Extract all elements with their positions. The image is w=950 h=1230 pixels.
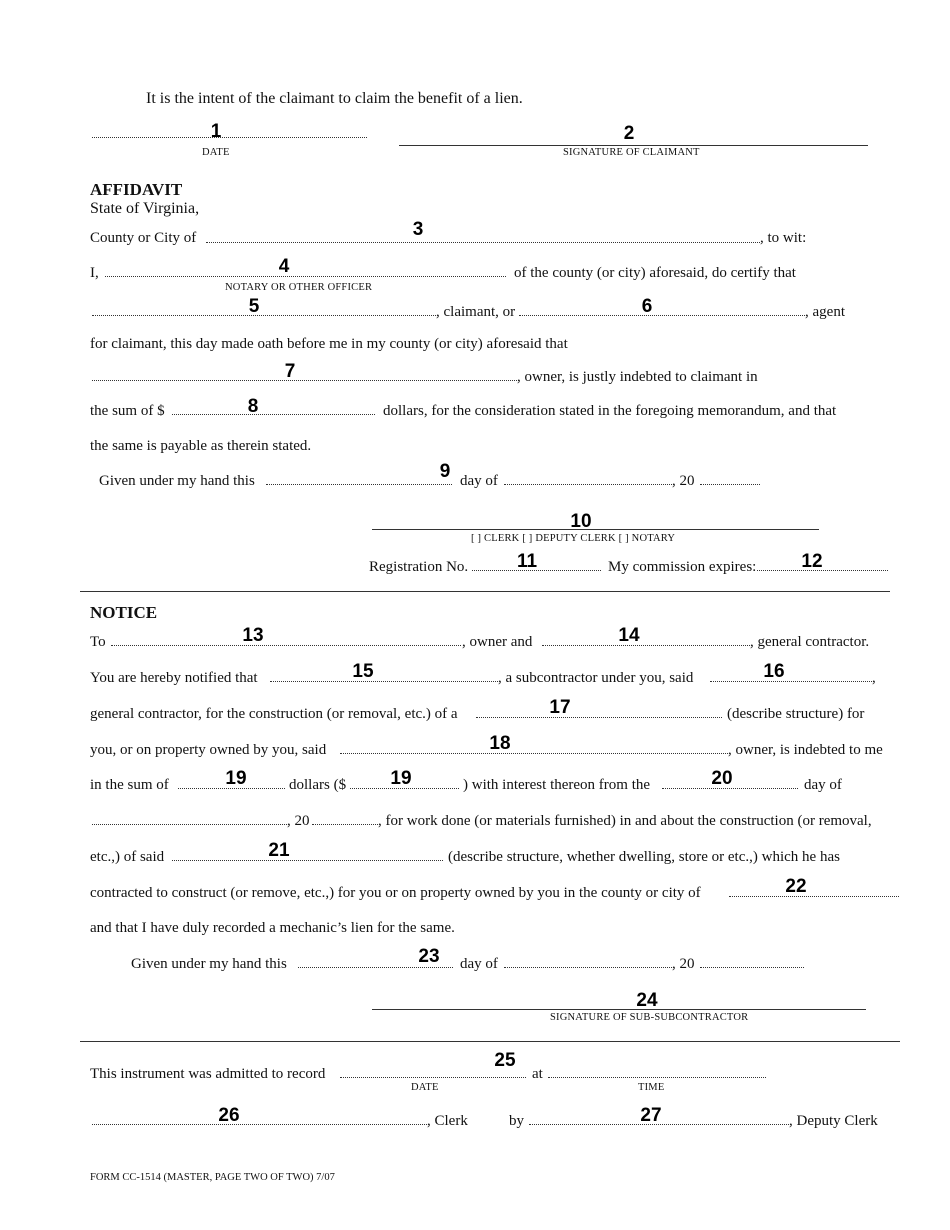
registration-label: Registration No. bbox=[369, 559, 469, 575]
field-number-18: 18 bbox=[489, 733, 511, 754]
interest-text: ) with interest thereon from the bbox=[463, 777, 651, 793]
field-number-6: 6 bbox=[641, 296, 653, 317]
describe-structure-text: (describe structure) for bbox=[727, 706, 865, 722]
signature-claimant-caption: SIGNATURE OF CLAIMANT bbox=[563, 147, 700, 158]
field-number-13: 13 bbox=[242, 625, 264, 646]
clerk-text: , Clerk bbox=[427, 1113, 468, 1129]
month-field[interactable] bbox=[504, 484, 672, 485]
said-owner-field[interactable] bbox=[340, 753, 728, 754]
notice-owner-field[interactable] bbox=[111, 645, 461, 646]
year-field-2[interactable] bbox=[700, 967, 804, 968]
field-number-9: 9 bbox=[439, 461, 451, 482]
date-caption: DATE bbox=[202, 147, 230, 158]
by-text: by bbox=[509, 1113, 524, 1129]
payable-text: the same is payable as therein stated. bbox=[90, 438, 312, 454]
general-contractor-field[interactable] bbox=[542, 645, 750, 646]
claimant-or-text: , claimant, or bbox=[436, 304, 516, 320]
work-done-text: , for work done (or materials furnished) in and about the construction (or removal, bbox=[378, 813, 872, 829]
notice-heading: NOTICE bbox=[90, 603, 158, 622]
signature-sub-caption: SIGNATURE OF SUB-SUBCONTRACTOR bbox=[550, 1012, 749, 1023]
field-number-19a: 19 bbox=[225, 768, 247, 789]
comma-20-text-2: , 20 bbox=[287, 813, 310, 829]
commission-label: My commission expires: bbox=[608, 559, 757, 575]
record-time-field[interactable] bbox=[548, 1077, 766, 1078]
intro-text: It is the intent of the claimant to claim the benefit of a lien. bbox=[146, 90, 523, 107]
interest-month-field[interactable] bbox=[92, 824, 287, 825]
time-caption: TIME bbox=[638, 1082, 665, 1093]
recorded-text: and that I have duly recorded a mechanic’s lien for the same. bbox=[90, 920, 455, 936]
field-number-1: 1 bbox=[210, 121, 222, 142]
owner-indebted-text: , owner, is justly indebted to claimant in bbox=[517, 369, 758, 385]
to-wit-text: , to wit: bbox=[760, 230, 807, 246]
county-field[interactable] bbox=[206, 242, 760, 243]
field-number-12: 12 bbox=[801, 551, 823, 572]
field-number-27: 27 bbox=[640, 1105, 662, 1126]
indebted-me-text: , owner, is indebted to me bbox=[728, 742, 883, 758]
sub-signature-line[interactable] bbox=[372, 1009, 866, 1010]
year-field[interactable] bbox=[700, 484, 760, 485]
field-number-14: 14 bbox=[618, 625, 640, 646]
i-label: I, bbox=[90, 265, 99, 281]
dollars-text: dollars, for the consideration stated in the foregoing memorandum, and that bbox=[383, 403, 837, 419]
affidavit-heading: AFFIDAVIT bbox=[90, 180, 183, 199]
day-of-text-3: day of bbox=[460, 956, 498, 972]
certify-text: of the county (or city) aforesaid, do certify that bbox=[514, 265, 796, 281]
contracted-text: contracted to construct (or remove, etc.,) for you or on property owned by you in the county or city of bbox=[90, 885, 701, 901]
field-number-26: 26 bbox=[218, 1105, 240, 1126]
section-divider-2 bbox=[80, 1041, 900, 1042]
describe-dwelling-text: (describe structure, whether dwelling, store or etc.,) which he has bbox=[448, 849, 840, 865]
field-number-8: 8 bbox=[247, 396, 259, 417]
section-divider-1 bbox=[80, 591, 890, 592]
county-city-field[interactable] bbox=[729, 896, 899, 897]
form-footer: FORM CC-1514 (MASTER, PAGE TWO OF TWO) 7/07 bbox=[90, 1172, 335, 1183]
claimant-signature-line[interactable] bbox=[399, 145, 868, 146]
field-number-21: 21 bbox=[268, 840, 290, 861]
field-number-16: 16 bbox=[763, 661, 785, 682]
general-contractor-text: , general contractor. bbox=[750, 634, 870, 650]
admitted-text: This instrument was admitted to record bbox=[90, 1066, 326, 1082]
subcontractor-field[interactable] bbox=[270, 681, 498, 682]
property-owned-text: you, or on property owned by you, said bbox=[90, 742, 327, 758]
subcontractor-text: , a subcontractor under you, said bbox=[498, 670, 694, 686]
clerk-options: [ ] CLERK [ ] DEPUTY CLERK [ ] NOTARY bbox=[471, 533, 676, 544]
record-date-field[interactable] bbox=[340, 1077, 526, 1078]
comma-text: , bbox=[872, 670, 876, 686]
field-number-22: 22 bbox=[785, 876, 807, 897]
sum-label: the sum of $ bbox=[90, 403, 165, 419]
said-gc-field[interactable] bbox=[710, 681, 872, 682]
field-number-25: 25 bbox=[494, 1050, 516, 1071]
field-number-5: 5 bbox=[248, 296, 260, 317]
day-field-2[interactable] bbox=[298, 967, 453, 968]
comma-20-text-3: , 20 bbox=[672, 956, 695, 972]
field-number-20: 20 bbox=[711, 768, 733, 789]
etc-of-said-text: etc.,) of said bbox=[90, 849, 165, 865]
field-number-11: 11 bbox=[516, 551, 538, 572]
notary-caption: NOTARY OR OTHER OFFICER bbox=[225, 282, 373, 293]
structure-field[interactable] bbox=[476, 717, 722, 718]
field-number-17: 17 bbox=[549, 697, 571, 718]
given-under-hand-2: Given under my hand this bbox=[131, 956, 287, 972]
comma-20-text: , 20 bbox=[672, 473, 695, 489]
agent-field[interactable] bbox=[519, 315, 805, 316]
field-number-7: 7 bbox=[284, 361, 296, 382]
clerk-field[interactable] bbox=[92, 1124, 427, 1125]
owner-field[interactable] bbox=[92, 380, 517, 381]
day-of-text: day of bbox=[460, 473, 498, 489]
field-number-24: 24 bbox=[636, 990, 658, 1011]
state-label: State of Virginia, bbox=[90, 200, 200, 217]
agent-text: , agent bbox=[805, 304, 845, 320]
notified-text: You are hereby notified that bbox=[90, 670, 258, 686]
day-field[interactable] bbox=[266, 484, 452, 485]
field-number-15: 15 bbox=[352, 661, 374, 682]
field-number-2: 2 bbox=[623, 123, 635, 144]
in-sum-text: in the sum of bbox=[90, 777, 169, 793]
officer-signature-line[interactable] bbox=[372, 529, 819, 530]
deputy-clerk-text: , Deputy Clerk bbox=[789, 1113, 878, 1129]
date-field[interactable] bbox=[92, 137, 367, 138]
field-number-3: 3 bbox=[412, 219, 424, 240]
given-under-hand: Given under my hand this bbox=[99, 473, 255, 489]
to-label: To bbox=[90, 634, 106, 650]
oath-text: for claimant, this day made oath before me in my county (or city) aforesaid that bbox=[90, 336, 568, 352]
county-label: County or City of bbox=[90, 230, 197, 246]
said-structure-field[interactable] bbox=[172, 860, 443, 861]
field-number-10: 10 bbox=[570, 511, 592, 532]
at-text: at bbox=[532, 1066, 543, 1082]
claimant-name-field[interactable] bbox=[92, 315, 436, 316]
month-field-2[interactable] bbox=[504, 967, 672, 968]
interest-year-field[interactable] bbox=[312, 824, 378, 825]
gc-construction-text: general contractor, for the construction (or removal, etc.) of a bbox=[90, 706, 458, 722]
field-number-23: 23 bbox=[418, 946, 440, 967]
owner-and-text: , owner and bbox=[462, 634, 533, 650]
day-of-text-2: day of bbox=[804, 777, 842, 793]
dollars-paren-text: dollars ($ bbox=[289, 777, 347, 793]
field-number-19b: 19 bbox=[390, 768, 412, 789]
notary-field[interactable] bbox=[105, 276, 506, 277]
sum-field[interactable] bbox=[172, 414, 375, 415]
field-number-4: 4 bbox=[278, 256, 290, 277]
date-caption-2: DATE bbox=[411, 1082, 439, 1093]
